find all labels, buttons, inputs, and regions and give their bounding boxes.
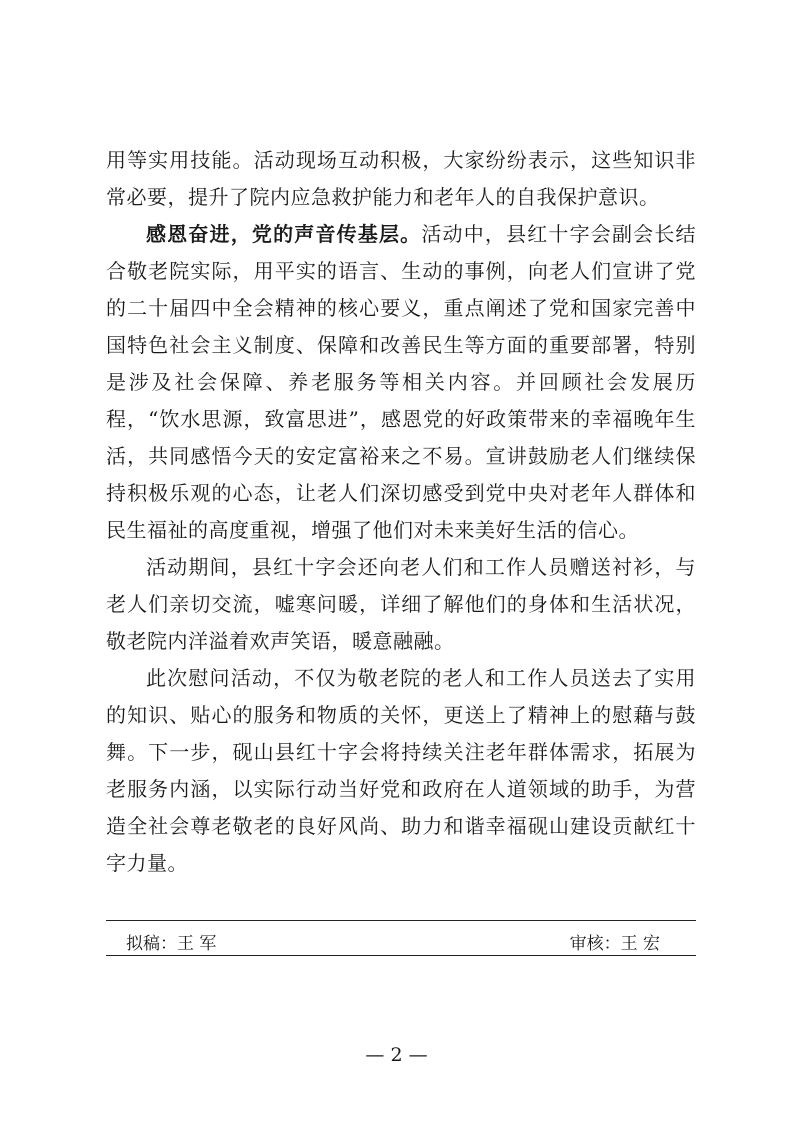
paragraph-4: 此次慰问活动，不仅为敬老院的老人和工作人员送去了实用的知识、贴心的服务和物质的关怀，更送上了精神上的慰藉与鼓舞。下一步，砚山县红十字会将持续关注老年群体需求，拓展为老服务内涵，以实际行动当好党和政府在人道领域的助手，为营造全社会尊老敬老的良好风尚、助力和谐幸福砚山建设贡献红十字力量。	[106, 666, 696, 875]
paragraph-2-lead: 感恩奋进，党的声音传基层。	[146, 222, 422, 246]
article-body	[106, 142, 696, 882]
signoff-box	[106, 920, 696, 956]
paragraph-2	[106, 216, 696, 549]
drafter-label: 拟稿：王 军	[126, 934, 217, 954]
paragraph-1: 用等实用技能。活动现场互动积极，大家纷纷表示，这些知识非常必要，提升了院内应急救护能力和老年人的自我保护意识。	[106, 148, 696, 209]
page-number: — 2 —	[365, 1044, 428, 1066]
paragraph-2-body: 活动中，县红十字会副会长结合敬老院实际，用平实的语言、生动的事例，向老人们宣讲了党的二十届四中全会精神的核心要义，重点阐述了党和国家完善中国特色社会主义制度、保障和改善民生等方面的重要部署，特别是涉及社会保障、养老服务等相关内容。并回顾社会发展历程，“饮水思源，致富思进”，感恩党的好政策带来的幸福晚年生活，共同感悟今天的安定富裕来之不易。宣讲鼓励老人们继续保持积极乐观的心态，让老人们深切感受到党中央对老年人群体和民生福祉的高度重视，增强了他们对未来美好生活的信心。	[106, 222, 697, 542]
paragraph-3: 活动期间，县红十字会还向老人们和工作人员赠送衬衫，与老人们亲切交流，嘘寒问暖，详细了解他们的身体和生活状况，敬老院内洋溢着欢声笑语，暖意融融。	[106, 555, 696, 653]
reviewer-label: 审核：王 宏	[569, 934, 660, 954]
